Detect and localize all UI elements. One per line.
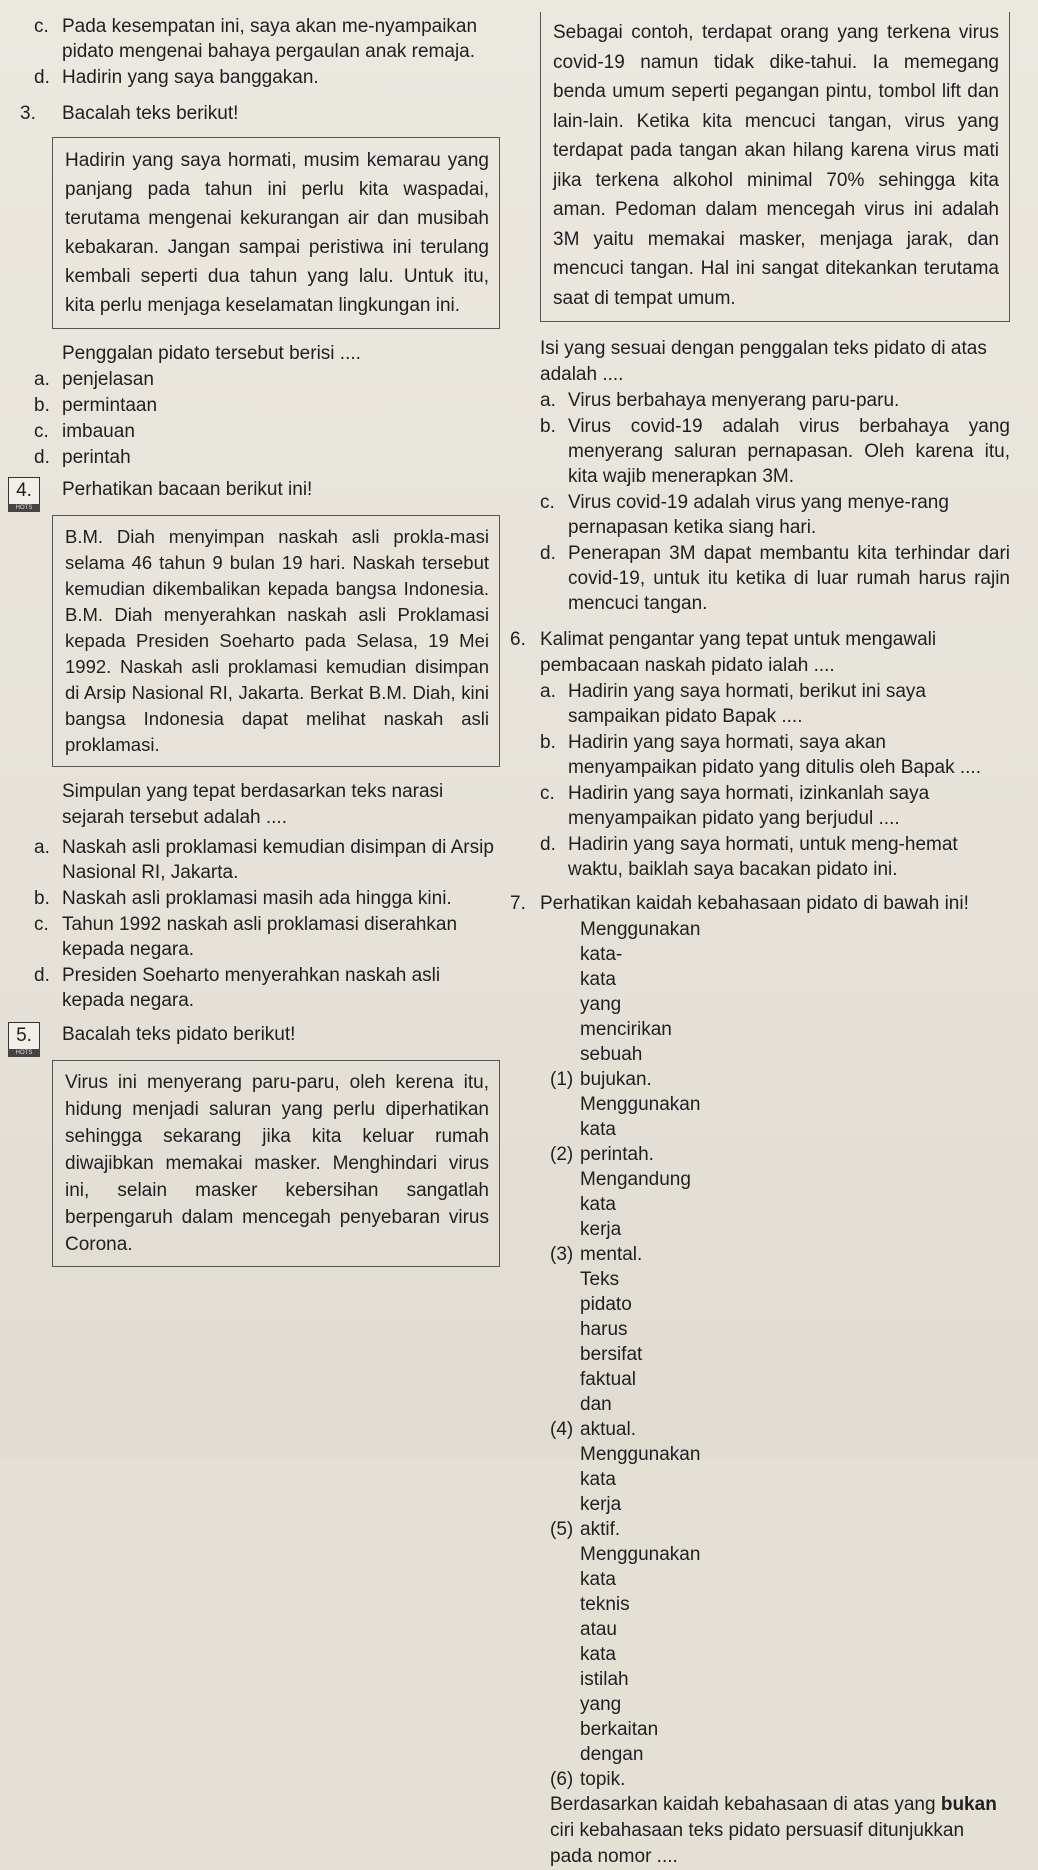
option-item[interactable]: c. Tahun 1992 naskah asli proklamasi diserahkan kepada negara.: [34, 914, 458, 960]
question-5-text-box-continued: Sebagai contoh, terdapat orang yang terkena virus covid-19 namun tidak dike-tahui. Ia memegang benda umum seperti pegangan pintu, tombol lift dan lain-lain. Ketika kita mencuci tangan, virus yang terdapat pada tangan akan hilang karena virus mati jika terkena alkohol minimal 70% sehingga kita aman. Pedoman dalam mencegah virus ini adalah 3M yaitu memakai masker, menjaga jarak, dan mencuci tangan. Hal ini sangat ditekankan terutama saat di tempat umum.: [540, 12, 1010, 322]
option-item[interactable]: a. Hadirin yang saya hormati, berikut ini saya sampaikan pidato Bapak ....: [540, 681, 927, 727]
question-number: 7.: [510, 893, 526, 914]
criteria-item: (3)Mengandung kata kerja mental.: [550, 1169, 691, 1265]
option-item[interactable]: b. Virus covid-19 adalah virus berbahaya yang menyerang saluran pernapasan. Oleh karena itu, kita wajib menerapkan 3M.: [540, 416, 1010, 487]
q2-options-continued: [20, 14, 500, 90]
question-4-text-box: B.M. Diah menyimpan naskah asli prokla-masi selama 46 tahun 9 bulan 19 hari. Naskah tersebut kemudian dikembalikan kepada bangsa Indonesia. B.M. Diah menyerahkan naskah asli Proklamasi kepada Presiden Soeharto pada Selasa, 19 Mei 1992. Naskah asli proklamasi kemudian disimpan di Arsip Nasional RI, Jakarta. Berkat B.M. Diah, kini bangsa Indonesia dapat melihat naskah asli proklamasi.: [52, 515, 500, 767]
question-3-text-box: Hadirin yang saya hormati, musim kemarau yang panjang pada tahun ini perlu kita waspadai, terutama mengenai kekurangan air dan musibah kebakaran. Jangan sampai peristiwa ini terulang kembali seperti dua tahun yang lalu. Untuk itu, kita perlu menjaga keselamatan lingkungan ini.: [52, 137, 500, 329]
criteria-item: (1)Menggunakan kata-kata yang mencirikan sebuah bujukan.: [550, 919, 701, 1090]
criteria-item: (4)Teks pidato harus bersifat faktual dan aktual.: [550, 1269, 643, 1440]
question-3: [20, 101, 500, 470]
option-item[interactable]: d. Penerapan 3M dapat membantu kita terhindar dari covid-19, untuk itu ketika di luar rumah harus rajin mencuci tangan.: [540, 543, 1010, 614]
option-item[interactable]: d. perintah: [34, 447, 131, 468]
question-4-heading: 4. HOTS Perhatikan bacaan berikut ini!: [20, 477, 500, 503]
question-5: [15, 1022, 500, 1267]
hots-badge: HOTS: [8, 504, 40, 512]
question-number: 6.: [510, 629, 526, 650]
question-5-prompt: Isi yang sesuai dengan penggalan teks pidato di atas adalah ....: [540, 338, 987, 385]
option-item[interactable]: a. Naskah asli proklamasi kemudian disimpan di Arsip Nasional RI, Jakarta.: [34, 837, 494, 883]
option-item[interactable]: d. Presiden Soeharto menyerahkan naskah asli kepada negara.: [34, 965, 441, 1011]
question-4: [15, 477, 500, 1013]
option-item[interactable]: c. imbauan: [34, 421, 135, 442]
question-number: 3.: [20, 103, 36, 124]
question-3-prompt: Penggalan pidato tersebut berisi ....: [62, 343, 361, 364]
option-item[interactable]: a. penjelasan: [34, 369, 154, 390]
question-7-heading: 7. Perhatikan kaidah kebahasaan pidato di bawah ini!: [510, 891, 1010, 917]
hots-badge: HOTS: [8, 1049, 40, 1057]
option-item[interactable]: b. Naskah asli proklamasi masih ada hingga kini.: [34, 888, 452, 909]
question-3-heading: 3. Bacalah teks berikut!: [20, 101, 500, 127]
option-item[interactable]: a. Virus berbahaya menyerang paru-paru.: [540, 390, 900, 411]
right-column: [510, 10, 1010, 1870]
option-item[interactable]: b. Hadirin yang saya hormati, saya akan menyampaikan pidato yang ditulis oleh Bapak ....: [540, 732, 981, 778]
left-column: [15, 10, 500, 1267]
option-item[interactable]: d. Hadirin yang saya hormati, untuk meng-hemat waktu, baiklah saya bacakan pidato ini.: [540, 834, 958, 880]
criteria-item: (5)Menggunakan kata kerja aktif.: [550, 1444, 701, 1540]
question-5-heading: 5. HOTS Bacalah teks pidato berikut!: [20, 1022, 500, 1048]
question-7-prompt: Berdasarkan kaidah kebahasaan di atas yang bukan ciri kebahasaan teks pidato persuasif ditunjukkan pada nomor ....: [550, 1794, 997, 1867]
question-6-heading: 6. Kalimat pengantar yang tepat untuk mengawali pembacaan naskah pidato ialah ....: [510, 629, 937, 676]
criteria-item: (2)Menggunakan kata perintah.: [550, 1094, 701, 1165]
criteria-item: (6)Menggunakan kata teknis atau kata istilah yang berkaitan dengan topik.: [550, 1544, 701, 1790]
question-7: [510, 891, 1010, 1870]
option-item[interactable]: b. permintaan: [34, 395, 158, 416]
question-6: [510, 627, 1010, 882]
option-item[interactable]: c. Virus covid-19 adalah virus yang menye-rang pernapasan ketika siang hari.: [540, 492, 949, 538]
question-5-text-box: Virus ini menyerang paru-paru, oleh kerena itu, hidung menjadi saluran yang perlu diperhatikan sehingga sekarang jika kita keluar rumah diwajibkan memakai masker. Menghindari virus ini, selain masker kebersihan sangatlah berpengaruh dalam mencegah penyebaran virus Corona.: [52, 1060, 500, 1267]
question-4-prompt: Simpulan yang tepat berdasarkan teks narasi sejarah tersebut adalah ....: [62, 781, 444, 828]
option-item: d. Hadirin yang saya banggakan.: [34, 67, 319, 88]
option-item: c. Pada kesempatan ini, saya akan me-nyampaikan pidato mengenai bahaya pergaulan anak remaja.: [34, 16, 478, 62]
question-number-box: 4.: [8, 477, 40, 505]
option-item[interactable]: c. Hadirin yang saya hormati, izinkanlah saya menyampaikan pidato yang berjudul ....: [540, 783, 930, 829]
question-number-box: 5.: [8, 1022, 40, 1050]
